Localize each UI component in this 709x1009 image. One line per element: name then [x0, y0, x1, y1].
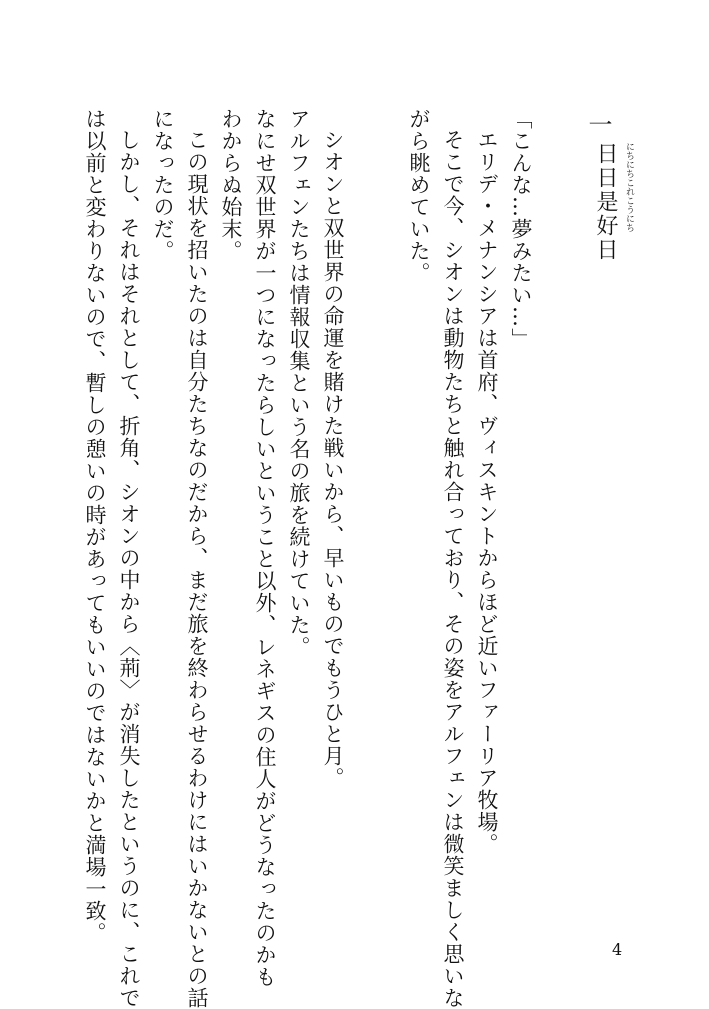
text-column: この現状を招いたのは自分たちなのだから、まだ旅を終わらせるわけにはいかないとの話 [185, 129, 209, 1009]
text-column: は以前と変わりないので、暫しの憩いの時があってもいいのではないかと満場一致。 [83, 108, 107, 944]
chapter-number: 一 [584, 112, 612, 136]
text-column: しかし、それはそれとして、折角、シオンの中から〈荊〉が消失したというのに、これで [117, 129, 141, 1009]
text-column: がら眺めていた。 [407, 108, 431, 284]
chapter-title-ruby: にちにちこれこうにち [624, 142, 634, 232]
text-column: 「こんな…夢みたい…」 [509, 108, 533, 350]
text-column: シオンと双世界の命運を賭けた戦いから、早いものでもうひと月。 [321, 129, 345, 789]
text-column: わからぬ始末。 [219, 108, 243, 262]
text-column: になったのだ。 [151, 108, 175, 262]
text-column: そこで今、シオンは動物たちと触れ合っており、その姿をアルフェンは微笑ましく思いな [441, 129, 465, 1009]
chapter-title: 日日是好日 [593, 142, 618, 262]
text-column: エリデ・メナンシアは首府、ヴィスキントからほど近いファーリア牧場。 [475, 129, 499, 855]
text-column: なにせ双世界が一つになったらしいということ以外、レネギスの住人がどうなったのかも [253, 108, 277, 988]
text-column: アルフェンたちは情報収集という名の旅を続けていた。 [287, 108, 311, 658]
page-number: 4 [612, 940, 623, 959]
